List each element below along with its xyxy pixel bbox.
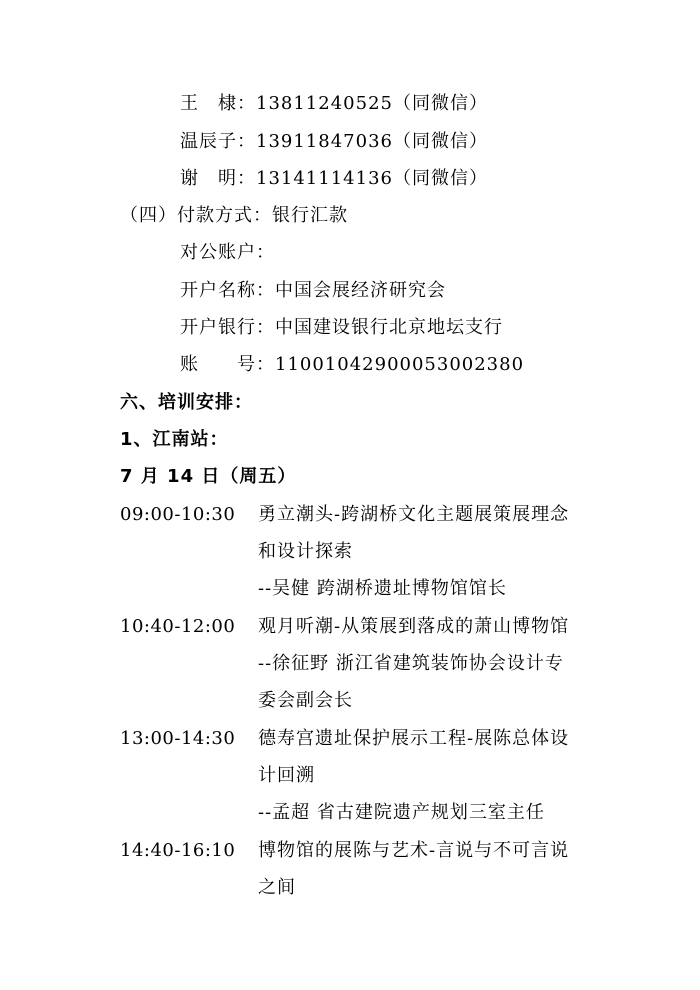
schedule-time: 14:40-16:10 [120,840,236,861]
contact-phone: 13811240525（同微信） [256,93,488,114]
schedule-topic: 观月听潮-从策展到落成的萧山博物馆 [258,616,570,637]
schedule-speaker: --孟超 省古建院遗产规划三室主任 [258,802,545,823]
section-title: 六、培训安排： [120,392,253,413]
schedule-topic: 勇立潮头-跨湖桥文化主题展策展理念 [258,504,570,525]
schedule-time: 13:00-14:30 [120,728,236,749]
schedule-speaker: 委会副会长 [258,690,353,711]
contact-name: 谢 明 [180,168,237,189]
schedule-time: 09:00-10:30 [120,504,236,525]
contact-name: 温辰子 [180,131,237,152]
account-label: 对公账户： [180,242,275,263]
schedule-topic: 之间 [258,877,296,898]
schedule-speaker: --吴健 跨湖桥遗址博物馆馆长 [258,578,507,599]
schedule-topic: 计回溯 [258,765,315,786]
schedule-topic: 博物馆的展陈与艺术-言说与不可言说 [258,840,570,861]
station-title: 1、江南站： [120,429,229,450]
bank-name: 开户银行：中国建设银行北京地坛支行 [180,317,503,338]
schedule-topic: 德寿宫遗址保护展示工程-展陈总体设 [258,728,570,749]
date-title: 7 月 14 日（周五） [120,466,297,487]
contact-line: 王 棣：13811240525（同微信） [180,93,488,114]
schedule-time: 10:40-12:00 [120,616,236,637]
account-name: 开户名称：中国会展经济研究会 [180,280,446,301]
contact-line: 温辰子：13911847036（同微信） [180,131,488,152]
schedule-topic: 和设计探索 [258,541,353,562]
contact-phone: 13141114136（同微信） [256,168,488,189]
schedule-speaker: --徐征野 浙江省建筑装饰协会设计专 [258,653,564,674]
payment-heading: （四）付款方式：银行汇款 [120,205,348,226]
contact-line: 谢 明：13141114136（同微信） [180,168,488,189]
account-number: 账 号：11001042900053002380 [180,354,525,375]
contact-phone: 13911847036（同微信） [256,131,488,152]
contact-name: 王 棣 [180,93,237,114]
